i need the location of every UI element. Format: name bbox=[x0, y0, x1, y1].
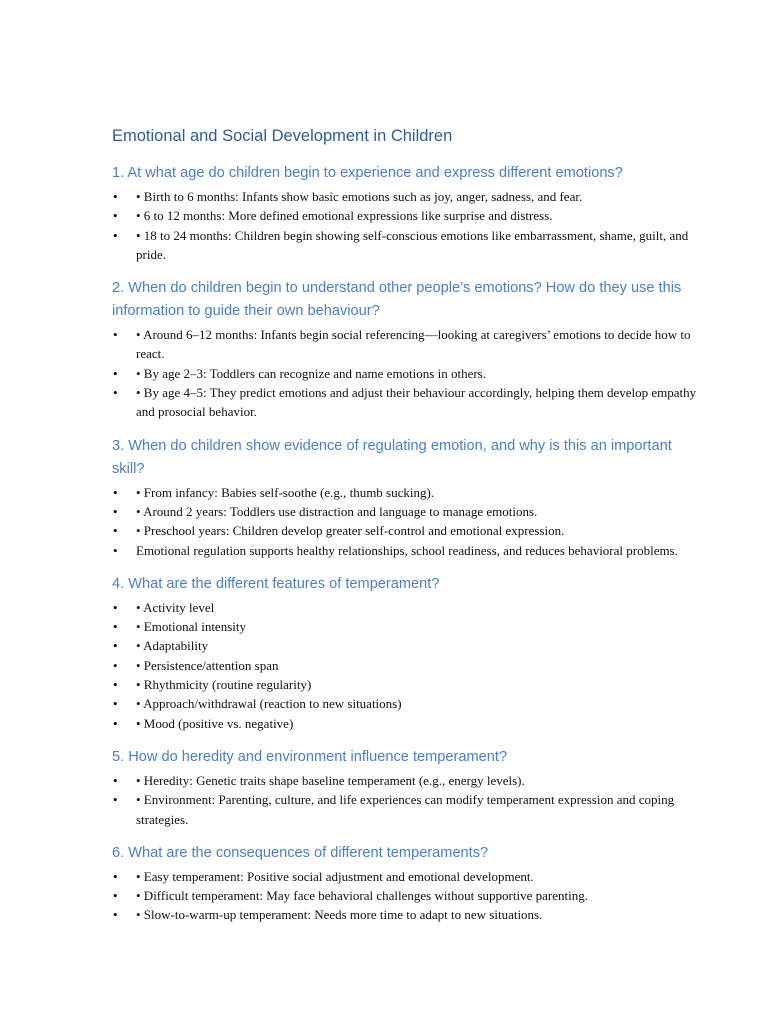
bullet-icon: • bbox=[113, 385, 118, 401]
question-heading: 4. What are the different features of temperament? bbox=[112, 575, 440, 592]
answer-item bbox=[112, 598, 708, 617]
bullet-icon: • bbox=[113, 327, 118, 343]
question-section bbox=[112, 277, 708, 421]
answer-item bbox=[112, 364, 708, 383]
bullet-icon: • bbox=[113, 189, 118, 204]
answer-item bbox=[112, 867, 708, 886]
answer-item bbox=[112, 675, 708, 694]
answer-text: Emotional regulation supports healthy relationships, school readiness, and reduces behavioral problems. bbox=[136, 542, 678, 558]
bullet-icon: • bbox=[113, 888, 118, 904]
answer-item bbox=[112, 886, 708, 905]
question-heading: 5. How do heredity and environment influence temperament? bbox=[112, 748, 508, 765]
answer-text: • Mood (positive vs. negative) bbox=[136, 715, 294, 731]
answer-text: • Around 6–12 months: Infants begin social referencing—looking at caregivers’ emotions to decide how to react. bbox=[136, 327, 691, 362]
bullet-icon: • bbox=[113, 772, 118, 788]
bullet-icon: • bbox=[113, 907, 118, 923]
question-section bbox=[112, 746, 708, 829]
bullet-icon: • bbox=[113, 503, 118, 519]
bullet-icon: • bbox=[113, 638, 118, 654]
question-heading: 2. When do children begin to understand other people’s emotions? How do they use this information to guide their own behaviour? bbox=[112, 280, 682, 320]
answer-item bbox=[112, 226, 708, 265]
answer-item bbox=[112, 206, 708, 225]
question-section bbox=[112, 573, 708, 733]
answer-text: • By age 4–5: They predict emotions and adjust their behaviour accordingly, helping them develop empathy and prosocial behavior. bbox=[136, 385, 697, 420]
answer-text: • Birth to 6 months: Infants show basic emotions such as joy, anger, sadness, and fear. bbox=[136, 189, 583, 204]
bullet-icon: • bbox=[113, 696, 118, 712]
bullet-icon: • bbox=[113, 868, 118, 884]
bullet-icon: • bbox=[113, 227, 118, 243]
bullet-icon: • bbox=[113, 619, 118, 635]
question-heading: 3. When do children show evidence of regulating emotion, and why is this an important skill? bbox=[112, 437, 672, 477]
answer-text: • Activity level bbox=[136, 599, 215, 615]
answer-item bbox=[112, 521, 708, 540]
answer-item bbox=[112, 483, 708, 502]
answer-item bbox=[112, 617, 708, 636]
answer-item bbox=[112, 541, 708, 560]
answer-text: • Adaptability bbox=[136, 638, 209, 654]
answer-text: • Rhythmicity (routine regularity) bbox=[136, 677, 312, 693]
bullet-icon: • bbox=[113, 542, 118, 558]
answer-text: • Persistence/attention span bbox=[136, 657, 279, 673]
answer-item bbox=[112, 383, 708, 422]
answer-text: • Easy temperament: Positive social adjustment and emotional development. bbox=[136, 868, 534, 884]
answer-text: • Around 2 years: Toddlers use distraction and language to manage emotions. bbox=[136, 503, 538, 519]
answer-text: • 6 to 12 months: More defined emotional expressions like surprise and distress. bbox=[136, 208, 553, 224]
answer-list bbox=[112, 325, 708, 421]
answer-item bbox=[112, 636, 708, 655]
bullet-icon: • bbox=[113, 715, 118, 731]
answer-list bbox=[112, 771, 708, 829]
answer-item bbox=[112, 771, 708, 790]
answer-list bbox=[112, 598, 708, 733]
bullet-icon: • bbox=[113, 657, 118, 673]
answer-text: • By age 2–3: Toddlers can recognize and name emotions in others. bbox=[136, 365, 486, 381]
answer-text: • Environment: Parenting, culture, and life experiences can modify temperament expression and coping strategies. bbox=[136, 792, 675, 827]
bullet-icon: • bbox=[113, 365, 118, 381]
answer-list bbox=[112, 483, 708, 560]
question-section bbox=[112, 842, 708, 925]
answer-text: • Difficult temperament: May face behavioral challenges without supportive parenting. bbox=[136, 888, 588, 904]
answer-text: • Heredity: Genetic traits shape baseline temperament (e.g., energy levels). bbox=[136, 772, 525, 788]
answer-list bbox=[112, 867, 708, 925]
bullet-icon: • bbox=[113, 792, 118, 808]
question-heading: 6. What are the consequences of different temperaments? bbox=[112, 844, 489, 861]
question-section bbox=[112, 435, 708, 560]
answer-text: • 18 to 24 months: Children begin showing self-conscious emotions like embarrassment, shame, guilt, and pride. bbox=[136, 227, 689, 262]
answer-text: • Preschool years: Children develop greater self-control and emotional expression. bbox=[136, 523, 565, 539]
bullet-icon: • bbox=[113, 523, 118, 539]
answer-item bbox=[112, 325, 708, 364]
answer-text: • From infancy: Babies self-soothe (e.g., thumb sucking). bbox=[136, 484, 435, 500]
bullet-icon: • bbox=[113, 484, 118, 500]
answer-text: • Slow-to-warm-up temperament: Needs more time to adapt to new situations. bbox=[136, 907, 543, 923]
answer-item bbox=[112, 694, 708, 713]
answer-item bbox=[112, 502, 708, 521]
sections-container bbox=[112, 162, 708, 925]
answer-item bbox=[112, 905, 708, 924]
bullet-icon: • bbox=[113, 677, 118, 693]
answer-text: • Approach/withdrawal (reaction to new situations) bbox=[136, 696, 402, 712]
answer-item bbox=[112, 714, 708, 733]
answer-item bbox=[112, 187, 708, 206]
answer-text: • Emotional intensity bbox=[136, 619, 246, 635]
answer-item bbox=[112, 790, 708, 829]
question-section bbox=[112, 162, 708, 264]
bullet-icon: • bbox=[113, 208, 118, 224]
question-heading: 1. At what age do children begin to experience and express different emotions? bbox=[112, 165, 623, 181]
answer-list bbox=[112, 187, 708, 264]
answer-item bbox=[112, 656, 708, 675]
bullet-icon: • bbox=[113, 599, 118, 615]
document-title: Emotional and Social Development in Children bbox=[112, 127, 453, 145]
